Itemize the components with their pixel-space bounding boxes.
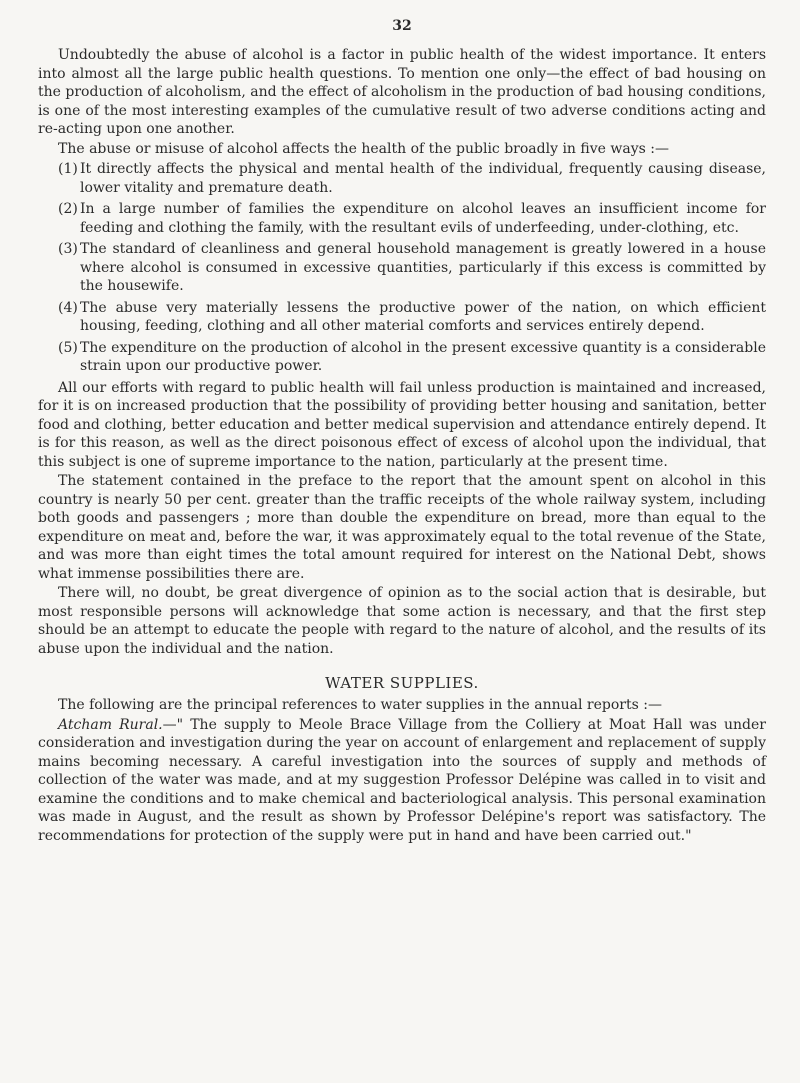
list-item bbox=[38, 339, 766, 376]
place-name: Atcham Rural. bbox=[58, 716, 163, 733]
list-item bbox=[38, 160, 766, 197]
paragraph-atcham-rural bbox=[38, 716, 766, 846]
list-item-number: (3) bbox=[58, 241, 78, 257]
list-item-number: (1) bbox=[58, 161, 78, 177]
list-item-text: It directly affects the physical and mental health of the individual, frequently causing disease, lower vitality and premature death. bbox=[80, 161, 766, 196]
paragraph-production: All our efforts with regard to public health will fail unless production is maintained and increased, for it is on increased production that the possibility of providing better housing and sanitation, better food and clothing, better education and better medical supervision and attendance entirely depend. It is for this reason, as well as the direct poisonous effect of excess of alcohol upon the individual, that this subject is one of supreme importance to the nation, particularly at the present time. bbox=[38, 379, 766, 470]
paragraph-intro: Undoubtedly the abuse of alcohol is a factor in public health of the widest importance. It enters into almost all the large public health questions. To mention one only—the effect of bad housing on the production of alcoholism, and the effect of alcoholism in the production of bad housing conditions, is one of the most interesting examples of the cumulative result of two adverse conditions acting and re-acting upon one another. bbox=[38, 47, 766, 137]
section-heading-water-supplies: WATER SUPPLIES. bbox=[325, 674, 479, 692]
list-item-number: (5) bbox=[58, 339, 78, 356]
list-item bbox=[38, 200, 766, 237]
paragraph-statement: The statement contained in the preface to the report that the amount spent on alcohol in this country is nearly 50 per cent. greater than the traffic receipts of the whole railway system, including both goods and passengers ; more than double the expenditure on bread, more than equal to the expenditure on meat and, before the war, it was approximately equal to the total revenue of the State, and was more than eight times the total amount required for interest on the National Debt, shows what immense possibilities there are. bbox=[38, 473, 766, 582]
list-item-number: (4) bbox=[58, 299, 78, 316]
list-item bbox=[38, 299, 766, 336]
paragraph-water-intro: The following are the principal references to water supplies in the annual reports :— bbox=[58, 697, 662, 713]
paragraph-five-ways: The abuse or misuse of alcohol affects the health of the public broadly in five ways :— bbox=[58, 140, 669, 157]
document-page bbox=[38, 18, 766, 846]
list-item-text: The expenditure on the production of alcohol in the present excessive quantity is a considerable strain upon our productive power. bbox=[80, 339, 766, 374]
paragraph-divergence: There will, no doubt, be great divergence of opinion as to the social action that is desirable, but most responsible persons will acknowledge that some action is necessary, and that the first step should be an attempt to educate the people with regard to the nature of alcohol, and the results of its abuse upon the individual and the nation. bbox=[38, 585, 766, 657]
page-number: 32 bbox=[392, 18, 412, 34]
list-item-number: (2) bbox=[58, 201, 78, 217]
ways-list bbox=[38, 160, 766, 376]
quote-text: —" The supply to Meole Brace Village from the Colliery at Moat Hall was under consideration and investigation during the year on account of enlargement and replacement of supply mains becoming necessary. A careful investigation into the sources of supply and methods of collection of the water was made, and at my suggestion Professor Delépine was called in to visit and examine the conditions and to make chemical and bacteriological analysis. This personal examination was made in August, and the result as shown by Professor Delépine's report was satisfactory. The recommendations for protection of the supply were put in hand and have been carried out." bbox=[38, 716, 766, 844]
list-item-text: The standard of cleanliness and general household management is greatly lowered in a house where alcohol is consumed in excessive quantities, particularly if this excess is committed by the housewife. bbox=[80, 241, 766, 294]
list-item bbox=[38, 240, 766, 296]
list-item-text: In a large number of families the expenditure on alcohol leaves an insufficient income for feeding and clothing the family, with the resultant evils of underfeeding, under-clothing, etc. bbox=[80, 201, 766, 236]
list-item-text: The abuse very materially lessens the productive power of the nation, on which efficient housing, feeding, clothing and all other material comforts and services entirely depend. bbox=[80, 299, 766, 334]
